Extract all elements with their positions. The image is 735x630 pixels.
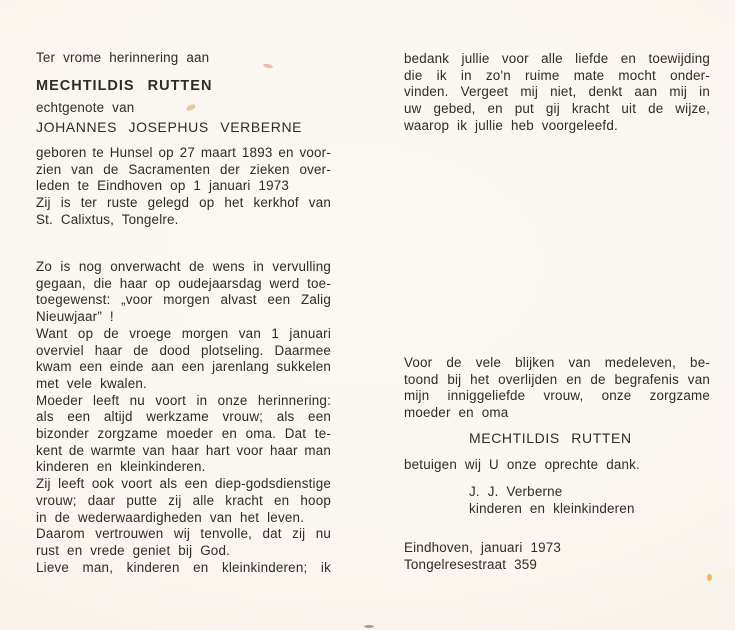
text-line: St. Calixtus, Tongelre. (36, 211, 179, 227)
text-line: waarop ik jullie heb voorgeleefd. (404, 117, 618, 133)
memorial-paragraph (36, 259, 331, 576)
text-line: kinderen en kleinkinderen. (36, 459, 206, 475)
text-line: Lieve man, kinderen en kleinkinderen; ik (36, 559, 331, 575)
text-line: kent de warmte van haar hart voor haar man (36, 442, 331, 458)
text-line: uw gebed, en put gij kracht uit de wijze, (404, 101, 710, 117)
prayer-paragraph (404, 51, 710, 135)
text-line: met vele kwalen. (36, 375, 147, 391)
text-line: kwam een einde aan een jarenlang sukkelen (36, 359, 331, 375)
text-line: gegaan, die haar op oudejaarsdag werd toe- (36, 275, 331, 291)
deceased-name: MECHTILDIS RUTTEN (36, 78, 213, 94)
thanks-closing-line: betuigen wij U onze oprechte dank. (404, 457, 640, 472)
text-line: toond bij het overlijden en de begrafenis van (404, 371, 710, 387)
intro-line: Ter vrome herinnering aan (36, 50, 210, 65)
text-line: mijn inniggeliefde vrouw, onze zorgzame (404, 388, 710, 404)
text-line: Moeder leeft nu voort in onze herinnering: (36, 392, 331, 408)
text-line: kinderen en kleinkinderen (469, 500, 635, 516)
text-line: vrouw; daar putte zij alle kracht en hoop (36, 492, 331, 508)
thanks-deceased-name: MECHTILDIS RUTTEN (469, 430, 632, 446)
condolence-paragraph (404, 355, 710, 422)
text-line: Zij is ter ruste gelegd op het kerkhof van (36, 195, 331, 211)
text-line: zien van de Sacramenten der zieken over- (36, 161, 331, 177)
text-line: J. J. Verberne (469, 484, 563, 499)
text-line: Zij leeft ook voort als een diep-godsdienstige (36, 476, 331, 492)
text-line: Nieuwjaar” ! (36, 309, 114, 325)
relation-line: echtgenote van (36, 100, 135, 115)
text-line: Voor de vele blijken van medeleven, be- (404, 355, 710, 370)
spouse-name: JOHANNES JOSEPHUS VERBERNE (36, 119, 303, 135)
text-line: toegewenst: „voor morgen alvast een Zalig (36, 292, 331, 308)
text-line: leden te Eindhoven op 1 januari 1973 (36, 178, 290, 194)
text-line: geboren te Hunsel op 27 maart 1893 en voor- (36, 145, 331, 160)
text-line: in de wederwaardigheden van het leven. (36, 509, 305, 525)
text-line: bedank jullie voor alle liefde en toewijding (404, 51, 710, 66)
text-line: rust en vrede geniet bij God. (36, 542, 231, 558)
paper-speck (364, 625, 374, 628)
text-line: vinden. Vergeet mij niet, denkt aan mij in (404, 84, 710, 100)
vitals-paragraph (36, 145, 331, 229)
text-line: bizonder zorgzame moeder en oma. Dat te- (36, 426, 331, 442)
text-line: overviel haar de dood plotseling. Daarmee (36, 342, 331, 358)
text-line: als een altijd werkzame vrouw; als een (36, 409, 331, 425)
address-line: Tongelresestraat 359 (404, 557, 538, 572)
text-line: die ik in zo'n ruime mate mocht onder- (404, 67, 710, 83)
signature-block (404, 484, 735, 517)
paper-speck (707, 574, 712, 581)
text-line: Zo is nog onverwacht de wens in vervulling (36, 259, 331, 274)
text-line: moeder en oma (404, 405, 509, 421)
place-date-line: Eindhoven, januari 1973 (404, 540, 562, 555)
text-line: Want op de vroege morgen van 1 januari (36, 325, 331, 341)
text-line: Daarom vertrouwen wij tenvolle, dat zij nu (36, 526, 331, 542)
